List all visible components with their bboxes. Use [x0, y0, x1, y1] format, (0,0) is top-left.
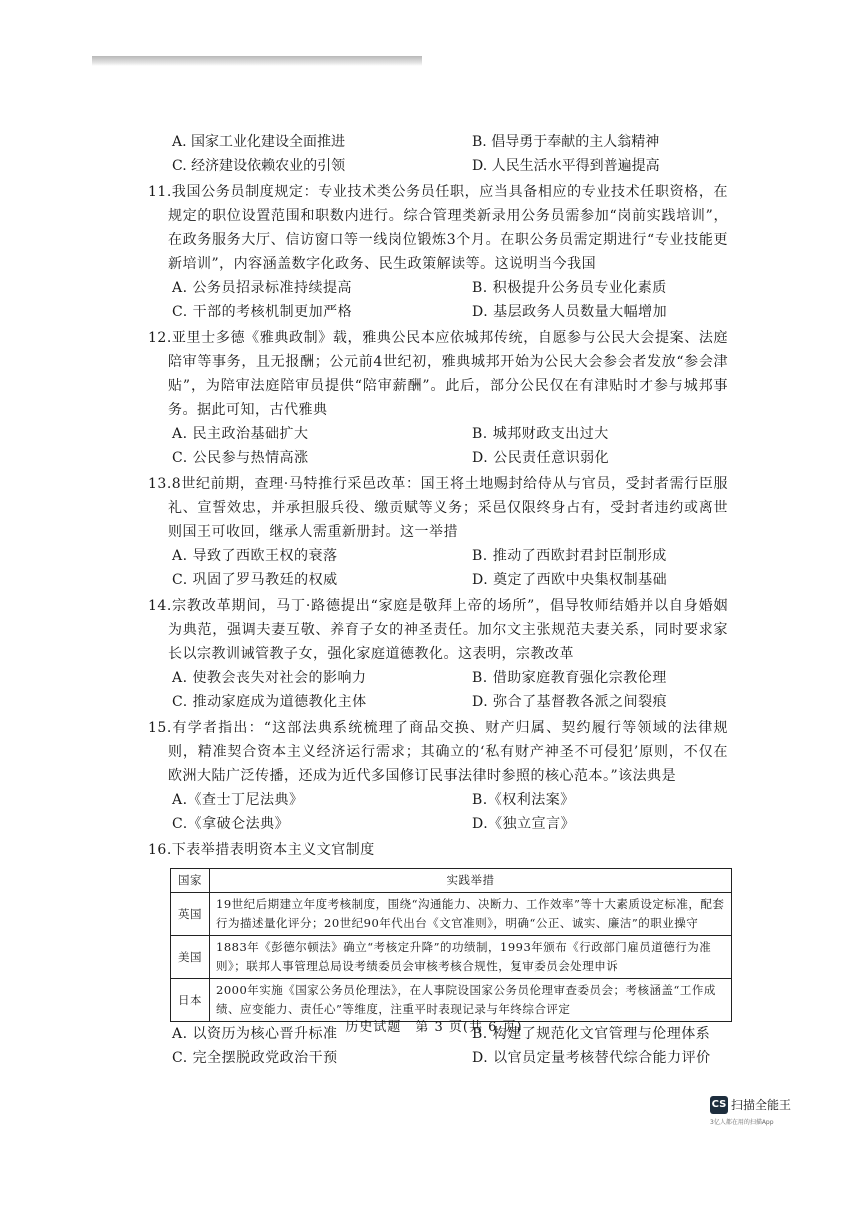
scan-edge-shadow — [92, 56, 422, 66]
q10-option-a: A. 国家工业化建设全面推进 — [172, 134, 346, 150]
table-header-row — [171, 869, 732, 893]
table-cell-measures: 1883年《彭德尔顿法》确立“考核定升降”的功绩制，1993年颁布《行政部门雇员道德行为准则》；联邦人事管理总局设考绩委员会审核考核合规性，复审委员会处理申诉 — [210, 936, 732, 979]
q15-options — [148, 788, 728, 836]
table-header-measures: 实践举措 — [210, 869, 732, 893]
q11-stem: 11.我国公务员制度规定：专业技术类公务员任职，应当具备相应的专业技术任职资格，在规定的职位设置范围和职数内进行。综合管理类新录用公务员需参加“岗前实践培训”，在政务服务大厅、信访窗口等一线岗位锻炼3个月。在职公务员需定期进行“专业技能更新培训”，内容涵盖数字化政务、民生政策解读等。这说明当今我国 — [148, 184, 728, 272]
table-row — [171, 893, 732, 936]
q11-option-b: B. 积极提升公务员专业化素质 — [472, 280, 667, 296]
q14-options — [148, 666, 728, 714]
q14-option-a: A. 使教会丧失对社会的影响力 — [172, 670, 367, 686]
question-13 — [148, 472, 728, 592]
q12-stem: 12.亚里士多德《雅典政制》载，雅典公民本应依城邦传统，自愿参与公民大会提案、法庭陪审等事务，且无报酬；公元前4世纪初，雅典城邦开始为公民大会参会者发放“参会津贴”，为陪审法庭陪审员提供“陪审薪酬”。此后，部分公民仅在有津贴时才参与城邦事务。据此可知，古代雅典 — [148, 330, 728, 418]
q15-option-b: B.《权利法案》 — [472, 792, 575, 808]
q11-option-c: C. 干部的考核机制更加严格 — [172, 304, 353, 320]
question-14 — [148, 594, 728, 714]
q13-option-d: D. 奠定了西欧中央集权制基础 — [472, 572, 668, 588]
q16-option-b: B. 构建了规范化文官管理与伦理体系 — [472, 1026, 711, 1042]
q10-option-d: D. 人民生活水平得到普遍提高 — [472, 158, 660, 174]
table-row — [171, 936, 732, 979]
table-cell-measures: 19世纪后期建立年度考核制度，围绕“沟通能力、决断力、工作效率”等十大素质设定标准，配套行为描述量化评分；20世纪90年代出台《文官准则》，明确“公正、诚实、廉洁”的职业操守 — [210, 893, 732, 936]
q16-option-a: A. 以资历为核心晋升标准 — [172, 1026, 338, 1042]
q15-stem: 15.有学者指出：“这部法典系统梳理了商品交换、财产归属、契约履行等领域的法律规则，精准契合资本主义经济运行需求；其确立的‘私有财产神圣不可侵犯’原则，不仅在欧洲大陆广泛传播，还成为近代多国修订民事法律时参照的核心范本。”该法典是 — [148, 720, 728, 784]
exam-content — [148, 130, 728, 1070]
table-cell-country: 美国 — [171, 936, 210, 979]
q16-option-c: C. 完全摆脱政党政治干预 — [172, 1050, 338, 1066]
q14-option-d: D. 弥合了基督教各派之间裂痕 — [472, 694, 668, 710]
q11-option-d: D. 基层政务人员数量大幅增加 — [472, 304, 668, 320]
question-15 — [148, 716, 728, 836]
q15-option-d: D.《独立宣言》 — [472, 816, 576, 832]
table-header-country: 国家 — [171, 869, 210, 893]
question-12 — [148, 326, 728, 470]
q14-stem: 14.宗教改革期间，马丁·路德提出“家庭是敬拜上帝的场所”，倡导牧师结婚并以自身婚姻为典范，强调夫妻互敬、养育子女的神圣责任。加尔文主张规范夫妻关系，同时要求家长以宗教训诫管教子女，强化家庭道德教化。这表明，宗教改革 — [148, 598, 728, 662]
table-cell-country: 英国 — [171, 893, 210, 936]
q10-option-b: B. 倡导勇于奉献的主人翁精神 — [472, 134, 660, 150]
q10-option-c: C. 经济建设依赖农业的引领 — [172, 158, 346, 174]
q11-option-a: A. 公务员招录标准持续提高 — [172, 280, 353, 296]
table-cell-country: 日本 — [171, 979, 210, 1022]
q13-options — [148, 544, 728, 592]
q13-option-c: C. 巩固了罗马教廷的权威 — [172, 572, 338, 588]
q13-stem: 13.8世纪前期，查理·马特推行采邑改革：国王将土地赐封给侍从与官员，受封者需行臣服礼、宣誓效忠，并承担服兵役、缴贡赋等义务；采邑仅限终身占有，受封者违约或离世则国王可收回，继承人需重新册封。这一举措 — [148, 476, 728, 540]
q12-option-d: D. 公民责任意识弱化 — [472, 450, 610, 466]
cs-logo-icon: CS — [710, 1096, 728, 1114]
q12-option-c: C. 公民参与热情高涨 — [172, 450, 309, 466]
watermark-tagline: 3亿人都在用的扫描App — [710, 1118, 774, 1126]
q14-option-b: B. 借助家庭教育强化宗教伦理 — [472, 670, 667, 686]
q12-option-a: A. 民主政治基础扩大 — [172, 426, 309, 442]
question-11 — [148, 180, 728, 324]
question-16 — [148, 838, 728, 1070]
q13-option-b: B. 推动了西欧封君封臣制形成 — [472, 548, 667, 564]
q14-option-c: C. 推动家庭成为道德教化主体 — [172, 694, 367, 710]
q15-option-a: A.《查士丁尼法典》 — [172, 792, 304, 808]
q16-stem: 16.下表举措表明资本主义文官制度 — [148, 842, 375, 858]
page-footer: 历史试题 第 3 页(共 6 页) — [345, 1020, 523, 1035]
q12-options — [148, 422, 728, 470]
q15-option-c: C.《拿破仑法典》 — [172, 816, 290, 832]
q10-options — [148, 130, 728, 178]
table-cell-measures: 2000年实施《国家公务员伦理法》，在人事院设国家公务员伦理审查委员会；考核涵盖“工作成绩、应变能力、责任心”等维度，注重平时表现记录与年终综合评定 — [210, 979, 732, 1022]
q16-option-d: D. 以官员定量考核替代综合能力评价 — [472, 1050, 711, 1066]
watermark-name: 扫描全能王 — [731, 1098, 792, 1112]
measures-table — [170, 868, 732, 1022]
q13-option-a: A. 导致了西欧王权的衰落 — [172, 548, 338, 564]
q12-option-b: B. 城邦财政支出过大 — [472, 426, 609, 442]
scanner-watermark — [710, 1094, 820, 1126]
q11-options — [148, 276, 728, 324]
